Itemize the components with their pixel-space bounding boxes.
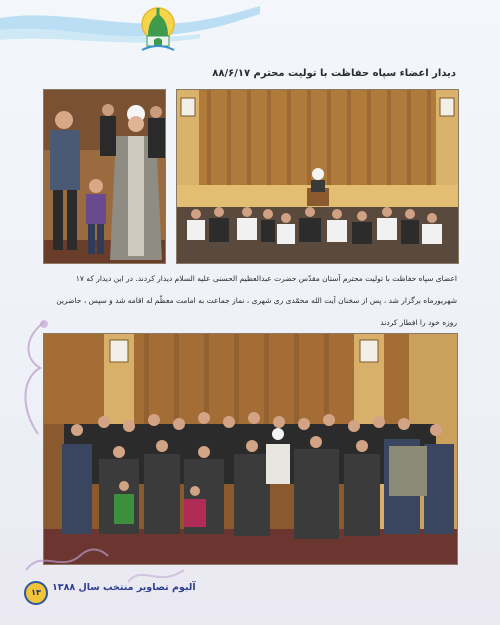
swirl-decoration-bottom bbox=[22, 540, 112, 580]
photo-cleric-with-guests bbox=[43, 89, 166, 264]
photo-group bbox=[43, 333, 458, 565]
page-number-badge: ۱۳ bbox=[24, 581, 48, 605]
header-wave-decoration bbox=[0, 0, 260, 60]
swirl-decoration-left bbox=[14, 318, 54, 438]
shrine-logo bbox=[138, 6, 178, 54]
photo-meeting-hall bbox=[176, 89, 459, 264]
event-caption: اعضای سپاه حفاظت با تولیت محترم آستان مقدّس حضرت عبدالعظیم الحسنی علیه السلام دیدار کردند. در این دیدار که ۱۷ شهریورماه برگزار شد ، پس از سخنان آیت الله محمّدی ری شهری ، نماز جماعت به امامت معظّم له اقامه شد و سپس ، حاضرین روزه خود را افطار کردند bbox=[56, 274, 457, 327]
album-title: آلبوم تصاویر منتخب سال ۱۳۸۸ bbox=[52, 582, 196, 593]
page-title: دیدار اعضاء سپاه حفاظت با تولیت محترم ۸۸/۶/۱۷ bbox=[212, 68, 456, 79]
